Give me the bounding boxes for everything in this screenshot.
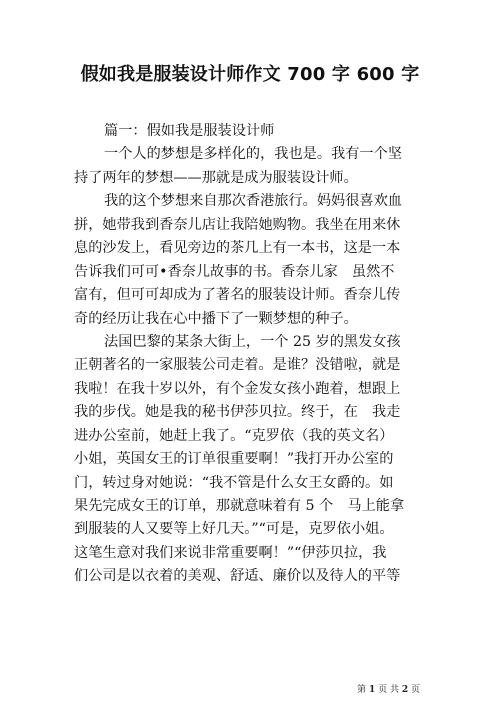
text-line: 门，转过身对她说：“我不管是什么女王女爵的。如 <box>74 474 394 491</box>
section-heading: 篇一：假如我是服装设计师 <box>104 123 275 139</box>
text-line: 一个人的梦想是多样化的，我也是。我有一个坚 <box>104 146 402 163</box>
page-footer <box>357 682 420 695</box>
text-line: 我的步伐。她是我的秘书伊莎贝拉。终于，在 我走 <box>74 404 401 421</box>
text-line: 这笔生意对我们来说非常重要啊！”“伊莎贝拉，我 <box>74 544 387 561</box>
text-line: 拼，她带我到香奈儿店让我陪她购物。我坐在用来休 <box>74 216 401 233</box>
footer-total-pages: 2 <box>401 685 409 695</box>
text-line: 告诉我们可可•香奈儿故事的书。香奈儿家 虽然不 <box>74 263 395 280</box>
text-line: 果先完成女王的订单，那就意味着有 5 个 马上能拿 <box>74 498 405 514</box>
footer-middle: 页 共 <box>378 685 399 695</box>
text-line: 到服装的人又要等上好几天。”“可是，克罗依小姐。 <box>74 521 394 538</box>
footer-suffix: 页 <box>410 685 420 695</box>
text-line: 富有，但可可却成为了著名的服装设计师。香奈儿传 <box>74 287 401 304</box>
text-line: 正朝著名的一家服装公司走着。是谁？没错啦，就是 <box>74 357 401 374</box>
document-title: 假如我是服装设计师作文 700 字 600 字 <box>80 64 420 85</box>
footer-prefix: 第 <box>357 685 367 695</box>
text-line: 们公司是以衣着的美观、舒适、廉价以及待人的平等 <box>74 568 401 585</box>
text-line: 我啦！在我十岁以外，有个金发女孩小跑着，想跟上 <box>74 380 401 397</box>
document-body <box>74 120 436 589</box>
footer-page-number: 1 <box>368 685 376 695</box>
text-line: 进办公室前，她赶上我了。“克罗依（我的英文名） <box>74 427 394 444</box>
text-line: 持了两年的梦想——那就是成为服装设计师。 <box>74 169 358 186</box>
text-line: 小姐，英国女王的订单很重要啊！”我打开办公室的 <box>74 451 394 468</box>
text-line: 奇的经历让我在心中播下了一颗梦想的种子。 <box>74 310 358 327</box>
text-line: 息的沙发上，看见旁边的茶几上有一本书，这是一本 <box>74 240 401 257</box>
text-line: 法国巴黎的某条大街上，一个 25 岁的黑发女孩 <box>104 333 401 350</box>
text-line: 我的这个梦想来自那次香港旅行。妈妈很喜欢血 <box>104 193 402 210</box>
